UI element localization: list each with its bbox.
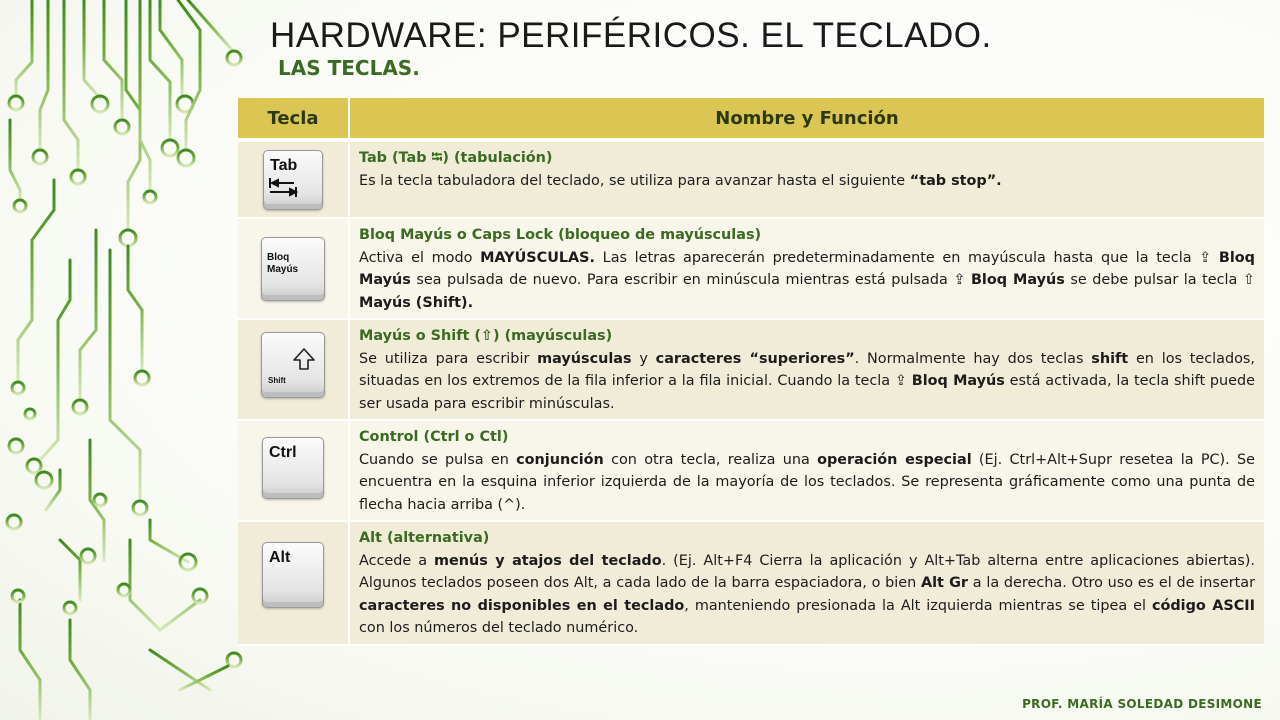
key-function-text bbox=[359, 553, 1255, 637]
text-segment: con los números del teclado numérico. bbox=[359, 620, 639, 636]
bold-text-segment: caracteres “superiores” bbox=[655, 350, 855, 367]
bold-text-segment: caracteres no disponibles en el teclado bbox=[359, 597, 685, 614]
key-cap-label: Ctrl bbox=[269, 444, 297, 461]
table-row bbox=[238, 140, 1264, 218]
page-title: HARDWARE: PERIFÉRICOS. EL TECLADO. bbox=[270, 16, 992, 55]
caps-lock-key-icon bbox=[261, 237, 325, 301]
key-cell bbox=[238, 521, 349, 645]
bold-text-segment: Bloq Mayús bbox=[911, 373, 1005, 389]
text-segment: a la derecha. Otro uso es el de insertar bbox=[968, 575, 1255, 591]
column-header-function: Nombre y Función bbox=[349, 98, 1264, 140]
shift-arrow-icon bbox=[292, 347, 316, 371]
bold-text-segment: conjunción bbox=[516, 451, 604, 468]
key-function-text bbox=[359, 250, 1255, 311]
shift-key-icon bbox=[261, 332, 325, 398]
key-name: Alt (alternativa) bbox=[359, 530, 490, 546]
key-function-text bbox=[359, 351, 1255, 412]
author-footer: PROF. MARÍA SOLEDAD DESIMONE bbox=[1022, 697, 1262, 711]
alt-key-icon bbox=[262, 542, 324, 608]
text-segment: , manteniendo presionada la Alt izquierda mientras se tipea el bbox=[684, 597, 1152, 614]
bold-text-segment: operación especial bbox=[817, 451, 972, 468]
text-segment: y bbox=[631, 350, 656, 367]
text-segment: Cuando se pulsa en bbox=[359, 451, 517, 468]
text-segment: Las letras aparecerán predeterminadamente en mayúscula hasta que la tecla ⇪ bbox=[595, 249, 1219, 266]
bold-text-segment: “tab stop”. bbox=[909, 172, 1002, 189]
key-cell bbox=[238, 218, 349, 319]
bold-text-segment: Bloq Mayús bbox=[970, 272, 1065, 288]
table-row bbox=[238, 521, 1264, 645]
text-segment: Accede a bbox=[359, 552, 435, 569]
text-segment: con otra tecla, realiza una bbox=[603, 451, 818, 468]
text-segment: . Normalmente hay dos teclas bbox=[854, 350, 1092, 367]
text-segment: Activa el modo bbox=[359, 249, 481, 266]
key-description bbox=[349, 420, 1264, 521]
circuit-decoration-icon bbox=[0, 0, 260, 720]
table-header-row bbox=[238, 98, 1264, 140]
bold-text-segment: Alt Gr bbox=[920, 575, 969, 591]
key-name: Tab (Tab ⭾) (tabulación) bbox=[359, 150, 553, 166]
key-description bbox=[349, 319, 1264, 420]
key-description bbox=[349, 521, 1264, 645]
key-function-text bbox=[359, 173, 1002, 189]
key-cap-label: Shift bbox=[268, 376, 286, 385]
bold-text-segment: shift bbox=[1091, 350, 1129, 367]
column-header-key: Tecla bbox=[238, 98, 349, 140]
key-cell bbox=[238, 140, 349, 218]
bold-text-segment: Bloq Mayús bbox=[359, 249, 1255, 288]
keys-table bbox=[238, 98, 1264, 646]
key-name: Control (Ctrl o Ctl) bbox=[359, 429, 509, 445]
bold-text-segment: mayúsculas bbox=[537, 350, 632, 367]
bold-text-segment: menús y atajos del teclado bbox=[434, 552, 662, 569]
table-row bbox=[238, 218, 1264, 319]
key-name: Mayús o Shift (⇧) (mayúsculas) bbox=[359, 328, 613, 344]
key-cap-label: Tab bbox=[270, 157, 298, 174]
key-description bbox=[349, 140, 1264, 218]
bold-text-segment: código ASCII bbox=[1151, 597, 1255, 614]
key-cell bbox=[238, 420, 349, 521]
table-row bbox=[238, 420, 1264, 521]
tab-arrows-icon bbox=[268, 177, 298, 197]
key-name: Bloq Mayús o Caps Lock (bloqueo de mayúsculas) bbox=[359, 227, 762, 243]
text-segment: (Ej. Ctrl+Alt+Supr resetea la PC). Se encuentra en la esquina inferior izquierda de la mayoría de los teclados. Se representa gráficamente como una punta de flecha hacia arriba (^). bbox=[359, 451, 1256, 513]
text-segment: está activada, la tecla shift puede ser usada para escribir minúsculas. bbox=[359, 373, 1255, 412]
key-cap-label: Bloq Mayús bbox=[267, 252, 299, 275]
tab-key-icon bbox=[263, 150, 323, 210]
bold-text-segment: MAYÚSCULAS. bbox=[480, 249, 596, 266]
text-segment: se debe pulsar la tecla ⇧ bbox=[1064, 272, 1255, 288]
key-function-text bbox=[359, 452, 1255, 513]
text-segment: sea pulsada de nuevo. Para escribir en minúscula mientras está pulsada ⇪ bbox=[410, 272, 971, 288]
text-segment: Se utiliza para escribir bbox=[359, 350, 538, 367]
key-cap-label: Alt bbox=[269, 549, 291, 566]
key-cell bbox=[238, 319, 349, 420]
ctrl-key-icon bbox=[262, 437, 324, 499]
bold-text-segment: Mayús (Shift). bbox=[359, 294, 474, 311]
key-description bbox=[349, 218, 1264, 319]
text-segment: Es la tecla tabuladora del teclado, se utiliza para avanzar hasta el siguiente bbox=[359, 172, 910, 189]
text-segment: en los teclados, situadas en los extremos de la fila inferior a la fila inicial. Cuando la tecla ⇪ bbox=[359, 350, 1256, 389]
table-row bbox=[238, 319, 1264, 420]
text-segment: . (Ej. Alt+F4 Cierra la aplicación y Alt+Tab alterna entre aplicaciones abiertas). Algunos teclados poseen dos Alt, a cada lado de la barra espaciadora, o bien bbox=[359, 552, 1255, 591]
page-subtitle: LAS TECLAS. bbox=[278, 56, 420, 80]
